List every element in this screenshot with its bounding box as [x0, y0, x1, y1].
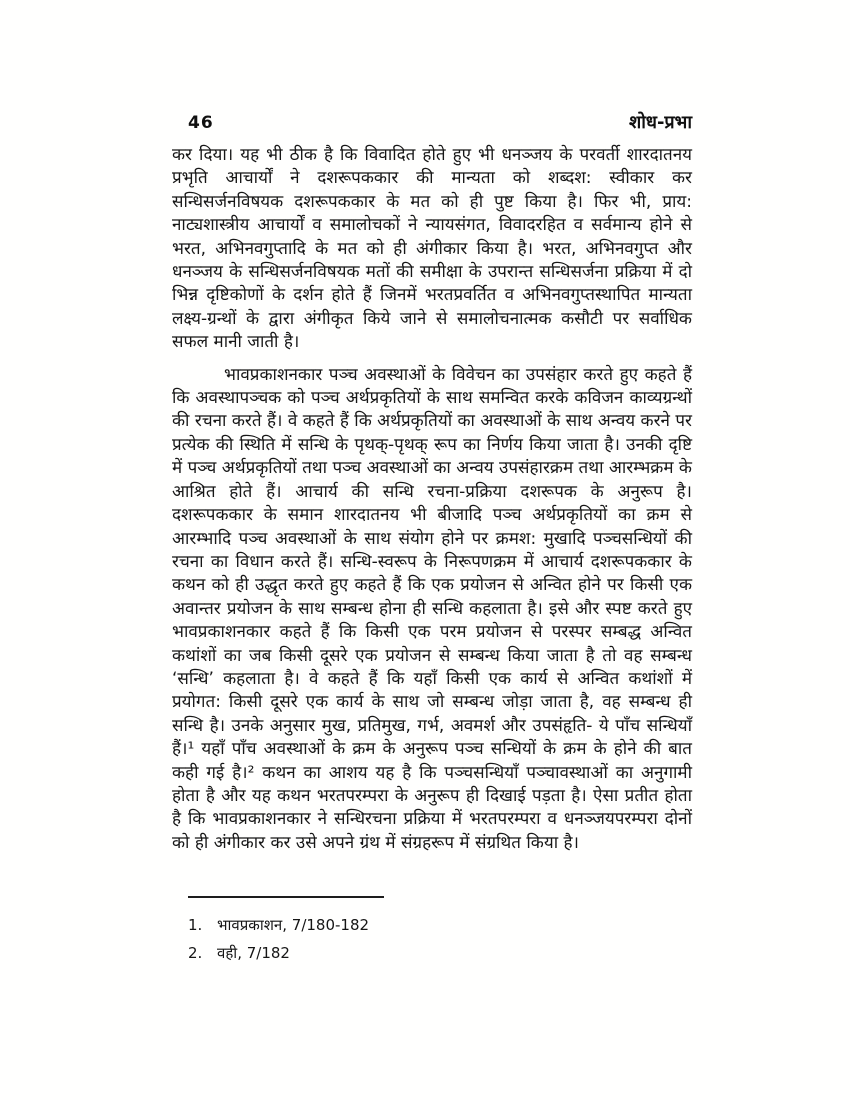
- page-header: [188, 110, 692, 134]
- page-number: 46: [188, 113, 214, 133]
- footnote-1-number: 1.: [188, 916, 203, 934]
- footnote-1-text: भावप्रकाशन, 7/180-182: [217, 916, 370, 934]
- article-body: [172, 144, 692, 855]
- paragraph-1: कर दिया। यह भी ठीक है कि विवादित होते हुए भी धनञ्जय के परवर्ती शारदातनय प्रभृति आचार्यों ने दशरूपककार की मान्यता को शब्दश: स्वीकार कर सन्धिसर्जनविषयक दशरूपककार के मत को ही पुष्ट किया है। फिर भी, प्राय: नाट्यशास्त्रीय आचार्यों व समालोचकों ने न्यायसंगत, विवादरहित व सर्वमान्य होने से भरत, अभिनवगुप्तादि के मत को ही अंगीकार किया है। भरत, अभिनवगुप्त और धनञ्जय के सन्धिसर्जनविषयक मतों की समीक्षा के उपरान्त सन्धिसर्जना प्रक्रिया में दो भिन्न दृष्टिकोणों के दर्शन होते हैं जिनमें भरतप्रवर्तित व अभिनवगुप्तस्थापित मान्यता लक्ष्य-ग्रन्थों के द्वारा अंगीकृत किये जाने से समालोचनात्मक कसौटी पर सर्वाधिक सफल मानी जाती है।: [172, 145, 692, 353]
- footnote-item-1: [188, 911, 692, 939]
- footnotes-section: [188, 896, 692, 967]
- footnote-2-number: 2.: [188, 944, 203, 962]
- footnote-item-2: [188, 939, 692, 967]
- footnote-2-text: वही, 7/182: [217, 944, 290, 962]
- journal-title: शोध-प्रभा: [628, 112, 692, 133]
- paragraph-2: भावप्रकाशनकार पञ्च अवस्थाओं के विवेचन का उपसंहार करते हुए कहते हैं कि अवस्थापञ्चक को पञ्च अर्थप्रकृतियों के साथ समन्वित करके कविजन काव्यग्रन्थों की रचना करते हैं। वे कहते हैं कि अर्थप्रकृतियों का अवस्थाओं के साथ अन्वय करने पर प्रत्येक की स्थिति में सन्धि के पृथक्-पृथक् रूप का निर्णय किया जाता है। उनकी दृष्टि में पञ्च अर्थप्रकृतियों तथा पञ्च अवस्थाओं का अन्वय उपसंहारक्रम तथा आरम्भक्रम के आश्रित होते हैं। आचार्य की सन्धि रचना-प्रक्रिया दशरूपक के अनुरूप है। दशरूपककार के समान शारदातनय भी बीजादि पञ्च अर्थप्रकृतियों का क्रम से आरम्भादि पञ्च अवस्थाओं के साथ संयोग होने पर क्रमश: मुखादि पञ्चसन्धियों की रचना का विधान करते हैं। सन्धि-स्वरूप के निरूपणक्रम में आचार्य दशरूपककार के कथन को ही उद्धृत करते हुए कहते हैं कि एक प्रयोजन से अन्वित होने पर किसी एक अवान्तर प्रयोजन के साथ सम्बन्ध होना ही सन्धि कहलाता है। इसे और स्पष्ट करते हुए भावप्रकाशनकार कहते हैं कि किसी एक परम प्रयोजन से परस्पर सम्बद्ध अन्वित कथांशों का जब किसी दूसरे एक प्रयोजन से सम्बन्ध किया जाता है तो वह सम्बन्ध ‘सन्धि’ कहलाता है। वे कहते हैं कि यहाँ किसी एक कार्य से अन्वित कथांशों में प्रयोगत: किसी दूसरे एक कार्य के साथ जो सम्बन्ध जोड़ा जाता है, वह सम्बन्ध ही सन्धि है। उनके अनुसार मुख, प्रतिमुख, गर्भ, अवमर्श और उपसंहृति- ये पाँच सन्धियाँ हैं।¹ यहाँ पाँच अवस्थाओं के क्रम के अनुरूप पञ्च सन्धियों के क्रम के होने की बात कही गई है।² कथन का आशय यह है कि पञ्चसन्धियाँ पञ्चावस्थाओं का अनुगामी होता है और यह कथन भरतपरम्परा के अनुरूप ही दिखाई पड़ता है। ऐसा प्रतीत होता है कि भावप्रकाशनकार ने सन्धिरचना प्रक्रिया में भरतपरम्परा व धनञ्जयपरम्परा दोनों को ही अंगीकार कर उसे अपने ग्रंथ में संग्रहरूप में संग्रथित किया है।: [172, 364, 692, 853]
- footnote-separator-rule: [188, 896, 384, 898]
